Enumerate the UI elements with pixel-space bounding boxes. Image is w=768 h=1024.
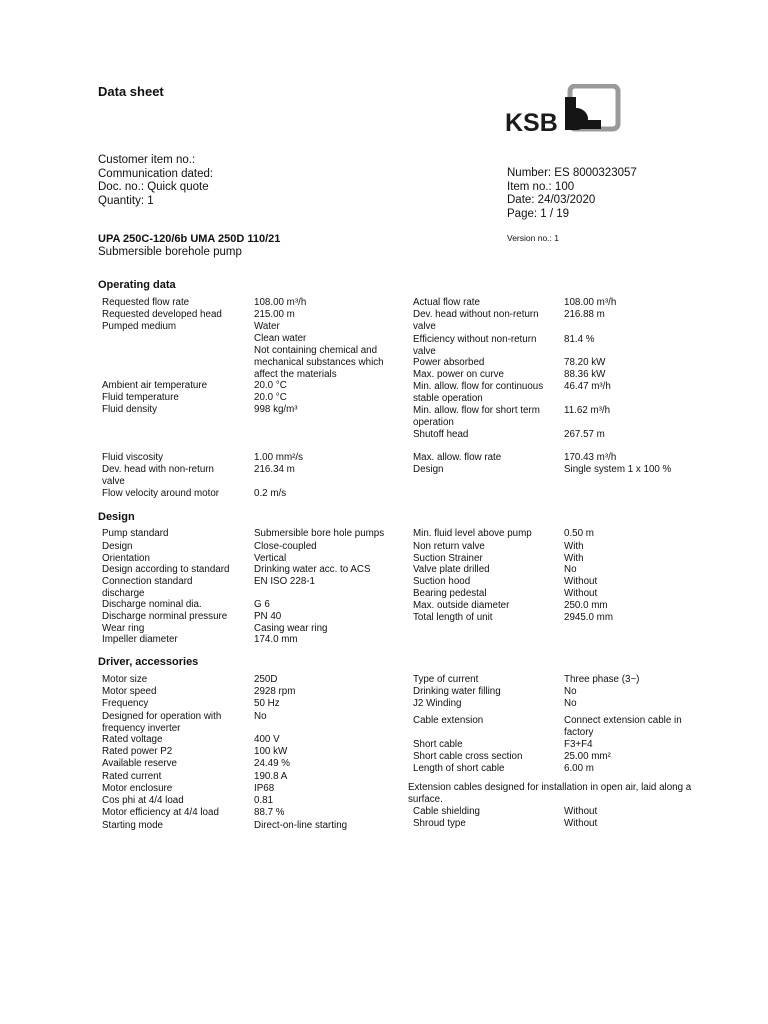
driver-right-value [564, 686, 577, 698]
cell-line: Bearing pedestal [413, 588, 487, 599]
operating-data-right-label [413, 405, 540, 429]
section-heading-driver: Driver, accessories [98, 656, 199, 668]
driver-left-label [102, 746, 172, 758]
design-right-value [564, 541, 584, 553]
cell-line: 0.50 m [564, 528, 594, 539]
cell-line: Cable shielding [413, 806, 480, 817]
cell-line: operation [413, 417, 454, 428]
driver-right-label [413, 818, 466, 830]
design-right-label [413, 528, 532, 540]
driver-left-label [102, 711, 221, 735]
cell-line: No [564, 564, 577, 575]
cell-line: Efficiency without non-return [413, 334, 537, 345]
cell-line: Starting mode [102, 820, 163, 831]
cell-line: Pumped medium [102, 321, 177, 332]
cell-line: 1.00 mm²/s [254, 452, 303, 463]
operating-data-left-label [102, 488, 219, 500]
driver-right-value [564, 715, 682, 739]
cell-line: Pump standard [102, 528, 169, 539]
design-right-value [564, 588, 597, 600]
driver-right-label [413, 806, 480, 818]
cell-line: Discharge norminal pressure [102, 611, 228, 622]
cell-line: Shroud type [413, 818, 466, 829]
cell-line: Motor speed [102, 686, 157, 697]
cell-line: Fluid viscosity [102, 452, 163, 463]
operating-data-left-label [102, 380, 207, 392]
cell-line: Power absorbed [413, 357, 485, 368]
driver-left-value [254, 698, 280, 710]
cell-line: Fluid temperature [102, 392, 179, 403]
cell-line: stable operation [413, 393, 483, 404]
driver-right-label [413, 715, 483, 727]
operating-data-left-label [102, 321, 176, 333]
driver-left-value [254, 746, 287, 758]
cell-line: No [254, 711, 267, 722]
cell-line: 24.49 % [254, 758, 290, 769]
cell-line: Connect extension cable in [564, 715, 682, 726]
driver-left-value [254, 758, 290, 770]
driver-left-value [254, 686, 295, 698]
cell-line: Direct-on-line starting [254, 820, 348, 831]
operating-data-left-label [102, 392, 179, 404]
driver-left-value [254, 795, 273, 807]
design-left-value [254, 634, 298, 646]
design-left-value [254, 576, 315, 588]
cell-line: Without [564, 818, 598, 829]
version-number: Version no.: 1 [507, 233, 559, 243]
design-left-label [102, 599, 202, 611]
cell-line: Drinking water filling [413, 686, 501, 697]
cell-line: Not containing chemical and [254, 345, 378, 356]
cell-line: Fluid density [102, 404, 157, 415]
cell-line: Type of current [413, 674, 479, 685]
cell-line: Designed for operation with [102, 711, 222, 722]
cell-line: 400 V [254, 734, 280, 745]
cell-line: Flow velocity around motor [102, 488, 220, 499]
design-right-value [564, 600, 608, 612]
cell-line: Short cable cross section [413, 751, 523, 762]
driver-left-value [254, 734, 280, 746]
driver-left-label [102, 686, 156, 698]
driver-right-value [564, 751, 611, 763]
design-right-value [564, 528, 594, 540]
cell-line: Motor size [102, 674, 148, 685]
date: Date: 24/03/2020 [507, 194, 596, 207]
driver-right-label [413, 739, 463, 751]
cell-line: 215.00 m [254, 309, 295, 320]
cell-line: IP68 [254, 783, 275, 794]
cell-line: Water [254, 321, 280, 332]
driver-right-label [413, 751, 522, 763]
driver-left-value [254, 711, 267, 723]
cell-line: Design [413, 464, 444, 475]
cell-line: Design [102, 541, 133, 552]
cell-line: With [564, 541, 584, 552]
design-left-value [254, 541, 317, 553]
operating-data-right-label [413, 452, 501, 464]
design-right-label [413, 541, 485, 553]
driver-left-label [102, 758, 177, 770]
driver-left-value [254, 807, 285, 819]
cell-line: 0.2 m/s [254, 488, 287, 499]
driver-right-value [564, 763, 594, 775]
design-right-label [413, 576, 470, 588]
cell-line: 46.47 m³/h [564, 381, 611, 392]
cell-line: Suction hood [413, 576, 471, 587]
cell-line: Without [564, 576, 598, 587]
logo-text: KSB [505, 109, 558, 134]
operating-data-right-value [564, 357, 605, 369]
cell-line: Discharge nominal dia. [102, 599, 202, 610]
section-heading-operating-data: Operating data [98, 279, 176, 291]
operating-data-left-value [254, 452, 303, 464]
cell-line: Casing wear ring [254, 623, 328, 634]
cell-line: 50 Hz [254, 698, 280, 709]
cell-line: Dev. head without non-return [413, 309, 539, 320]
operating-data-left-value [254, 392, 287, 404]
operating-data-left-value [254, 464, 295, 476]
cell-line: 108.00 m³/h [564, 297, 617, 308]
design-right-value [564, 612, 613, 624]
operating-data-left-value [254, 309, 295, 321]
operating-data-right-label [413, 334, 536, 358]
right-meta [507, 167, 637, 221]
operating-data-right-label [413, 297, 480, 309]
communication-dated: Communication dated: [98, 167, 214, 180]
cell-line: Cable extension [413, 715, 484, 726]
cell-line: 25.00 mm² [564, 751, 611, 762]
design-right-label [413, 612, 493, 624]
operating-data-right-label [413, 369, 504, 381]
cell-line: 174.0 mm [254, 634, 298, 645]
cell-line: No [564, 698, 577, 709]
design-left-label [102, 611, 227, 623]
driver-left-label [102, 698, 148, 710]
cell-line: Length of short cable [413, 763, 505, 774]
driver-right-label [413, 763, 505, 775]
operating-data-left-label [102, 404, 157, 416]
driver-left-label [102, 795, 184, 807]
operating-data-left-value [254, 321, 384, 381]
operating-data-right-value [564, 381, 611, 393]
driver-left-label [102, 674, 147, 686]
operating-data-right-value [564, 297, 616, 309]
cable-extension-note: Extension cables designed for installation in open air, laid along a surface. [408, 782, 692, 805]
operating-data-left-value [254, 404, 298, 416]
driver-left-value [254, 820, 347, 832]
cell-line: Ambient air temperature [102, 380, 208, 391]
cell-line: Single system 1 x 100 % [564, 464, 672, 475]
driver-left-label [102, 771, 161, 783]
design-left-value [254, 611, 281, 623]
design-right-label [413, 588, 487, 600]
driver-right-label [413, 674, 478, 686]
cell-line: No [564, 686, 577, 697]
operating-data-right-value [564, 464, 671, 476]
cell-line: J2 Winding [413, 698, 462, 709]
operating-data-left-label [102, 309, 222, 321]
design-left-label [102, 541, 133, 553]
operating-data-left-label [102, 452, 163, 464]
cell-line: Requested flow rate [102, 297, 190, 308]
cell-line: affect the materials [254, 369, 337, 380]
cell-line: Cos phi at 4/4 load [102, 795, 184, 806]
cell-line: Impeller diameter [102, 634, 178, 645]
cell-line: G 6 [254, 599, 270, 610]
cell-line: Rated power P2 [102, 746, 173, 757]
section-heading-design: Design [98, 511, 135, 523]
cell-line: Min. allow. flow for short term [413, 405, 540, 416]
cell-line: 6.00 m [564, 763, 594, 774]
cell-line: 100 kW [254, 746, 288, 757]
design-left-label [102, 528, 168, 540]
operating-data-right-label [413, 357, 484, 369]
cell-line: Connection standard [102, 576, 193, 587]
cell-line: Suction Strainer [413, 553, 483, 564]
design-left-label [102, 576, 192, 600]
cell-line: Vertical [254, 553, 287, 564]
cell-line: Dev. head with non-return [102, 464, 214, 475]
cell-line: Short cable [413, 739, 463, 750]
page-title: Data sheet [98, 84, 164, 99]
cell-line: Rated voltage [102, 734, 163, 745]
driver-left-label [102, 807, 219, 819]
design-left-label [102, 564, 229, 576]
cell-line: Motor enclosure [102, 783, 173, 794]
cell-line: valve [413, 321, 436, 332]
cell-line: Max. power on curve [413, 369, 504, 380]
cell-line: Motor efficiency at 4/4 load [102, 807, 219, 818]
operating-data-right-value [564, 429, 605, 441]
cell-line: 88.7 % [254, 807, 285, 818]
driver-right-label [413, 686, 501, 698]
operating-data-left-value [254, 297, 306, 309]
cell-line: Available reserve [102, 758, 177, 769]
driver-right-value [564, 698, 577, 710]
design-right-value [564, 576, 597, 588]
driver-left-label [102, 783, 172, 795]
cell-line: 78.20 kW [564, 357, 606, 368]
cell-line: discharge [102, 588, 145, 599]
cell-line: valve [102, 476, 125, 487]
cell-line: 2928 rpm [254, 686, 296, 697]
cell-line: Rated current [102, 771, 162, 782]
cell-line: Submersible bore hole pumps [254, 528, 385, 539]
cell-line: 88.36 kW [564, 369, 606, 380]
quantity: Quantity: 1 [98, 194, 154, 207]
cell-line: 11.62 m³/h [564, 405, 611, 416]
customer-item-no: Customer item no.: [98, 154, 196, 166]
driver-left-value [254, 783, 274, 795]
cell-line: Design according to standard [102, 564, 230, 575]
document-number: Number: ES 8000323057 [507, 167, 637, 179]
cell-line: Requested developed head [102, 309, 222, 320]
operating-data-right-value [564, 369, 605, 381]
cell-line: Actual flow rate [413, 297, 480, 308]
operating-data-right-value [564, 334, 595, 346]
driver-right-value [564, 739, 593, 751]
cell-line: Non return valve [413, 541, 485, 552]
page-number: Page: 1 / 19 [507, 207, 570, 220]
operating-data-right-label [413, 429, 468, 441]
operating-data-left-value [254, 488, 286, 500]
cell-line: valve [413, 346, 436, 357]
left-meta [98, 154, 213, 208]
cell-line: Wear ring [102, 623, 145, 634]
driver-right-label [413, 698, 461, 710]
operating-data-left-label [102, 464, 214, 488]
cell-line: PN 40 [254, 611, 282, 622]
cell-line: 170.43 m³/h [564, 452, 617, 463]
cell-line: Three phase (3~) [564, 674, 640, 685]
operating-data-right-label [413, 381, 543, 405]
driver-left-value [254, 771, 287, 783]
driver-right-value [564, 806, 597, 818]
cell-line: 267.57 m [564, 429, 605, 440]
cell-line: Max. allow. flow rate [413, 452, 502, 463]
driver-right-value [564, 818, 597, 830]
ksb-logo [505, 84, 621, 134]
cell-line: 216.34 m [254, 464, 295, 475]
cell-line: mechanical substances which [254, 357, 384, 368]
operating-data-right-value [564, 309, 605, 321]
operating-data-right-label [413, 464, 444, 476]
cell-line: Frequency [102, 698, 149, 709]
cell-line: Clean water [254, 333, 307, 344]
cell-line: Valve plate drilled [413, 564, 490, 575]
cell-line: Close-coupled [254, 541, 317, 552]
design-left-label [102, 634, 178, 646]
cell-line: Without [564, 588, 598, 599]
driver-left-label [102, 734, 162, 746]
cell-line: 216.88 m [564, 309, 605, 320]
driver-left-value [254, 674, 277, 686]
cell-line: Total length of unit [413, 612, 493, 623]
design-left-value [254, 599, 270, 611]
cell-line: factory [564, 727, 594, 738]
driver-left-label [102, 820, 163, 832]
cell-line: With [564, 553, 584, 564]
operating-data-right-label [413, 309, 539, 333]
cell-line: 0.81 [254, 795, 274, 806]
product-subtitle: Submersible borehole pump [98, 246, 242, 258]
design-right-label [413, 564, 490, 576]
design-right-label [413, 600, 509, 612]
design-left-value [254, 564, 371, 576]
cell-line: 108.00 m³/h [254, 297, 307, 308]
cell-line: 20.0 °C [254, 380, 287, 391]
cell-line: F3+F4 [564, 739, 593, 750]
cell-line: Min. allow. flow for continuous [413, 381, 544, 392]
product-title: UPA 250C-120/6b UMA 250D 110/21 [98, 233, 281, 245]
cell-line: 998 kg/m³ [254, 404, 298, 415]
item-no: Item no.: 100 [507, 180, 575, 193]
cell-line: 20.0 °C [254, 392, 287, 403]
cell-line: 2945.0 mm [564, 612, 614, 623]
operating-data-left-value [254, 380, 287, 392]
cell-line: 81.4 % [564, 334, 595, 345]
cell-line: 190.8 A [254, 771, 288, 782]
doc-no: Doc. no.: Quick quote [98, 181, 209, 194]
operating-data-left-label [102, 297, 189, 309]
design-left-value [254, 528, 384, 540]
cell-line: 250.0 mm [564, 600, 608, 611]
operating-data-right-value [564, 452, 616, 464]
cell-line: frequency inverter [102, 723, 181, 734]
cell-line: 250D [254, 674, 278, 685]
cell-line: Max. outside diameter [413, 600, 510, 611]
cell-line: Shutoff head [413, 429, 469, 440]
cell-line: EN ISO 228-1 [254, 576, 315, 587]
cell-line: Drinking water acc. to ACS [254, 564, 371, 575]
operating-data-right-value [564, 405, 610, 417]
design-right-value [564, 564, 577, 576]
cell-line: Orientation [102, 553, 150, 564]
cell-line: Without [564, 806, 598, 817]
driver-right-value [564, 674, 639, 686]
cell-line: Min. fluid level above pump [413, 528, 532, 539]
